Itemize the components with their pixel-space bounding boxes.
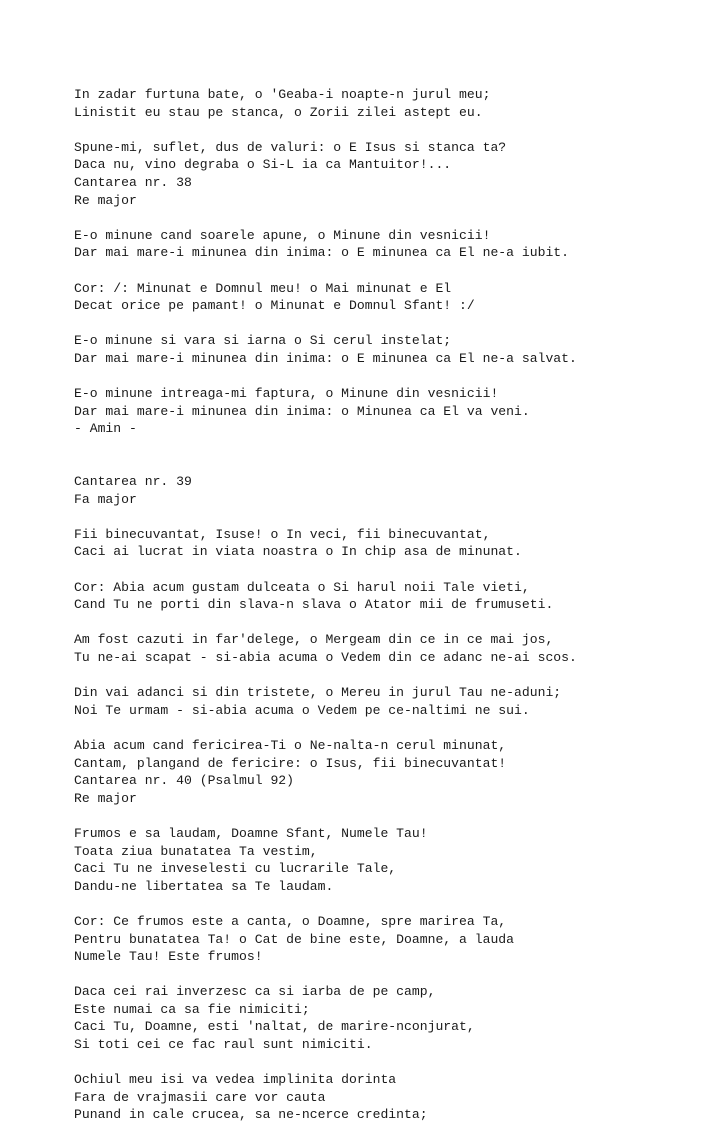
text-line (74, 719, 714, 737)
text-line: Daca cei rai inverzesc ca si iarba de pe camp, (74, 984, 436, 1000)
text-line (74, 209, 714, 227)
text-line: Re major (74, 192, 137, 208)
text-line: Cantarea nr. 40 (Psalmul 92) (74, 773, 295, 789)
text-line (74, 315, 714, 333)
text-line: Spune-mi, suflet, dus de valuri: o E Isus si stanca ta? (74, 139, 507, 155)
text-line: Dar mai mare-i minunea din inima: o E minunea ca El ne-a salvat. (74, 350, 577, 366)
text-line (74, 614, 714, 632)
text-line: Dar mai mare-i minunea din inima: o E minunea ca El ne-a iubit. (74, 245, 570, 261)
text-line: Cantarea nr. 38 (74, 174, 192, 190)
text-line: Cantarea nr. 39 (74, 474, 192, 490)
text-line: Cand Tu ne porti din slava-n slava o Atator mii de frumuseti. (74, 597, 554, 613)
text-line: Abia acum cand fericirea-Ti o Ne-nalta-n cerul minunat, (74, 737, 507, 753)
text-line: Este numai ca sa fie nimiciti; (74, 1001, 310, 1017)
text-line: Din vai adanci si din tristete, o Mereu in jurul Tau ne-aduni; (74, 685, 562, 701)
text-line: Dar mai mare-i minunea din inima: o Minunea ca El va veni. (74, 403, 530, 419)
text-line: Dandu-ne libertatea sa Te laudam. (74, 878, 334, 894)
text-line: Caci Tu ne inveselesti cu lucrarile Tale, (74, 861, 397, 877)
text-line (74, 368, 714, 386)
text-line (74, 508, 714, 526)
text-line: Cor: Ce frumos este a canta, o Doamne, spre marirea Ta, (74, 913, 507, 929)
text-line: Frumos e sa laudam, Doamne Sfant, Numele Tau! (74, 825, 428, 841)
text-line (74, 667, 714, 685)
document-page (74, 86, 714, 1124)
text-line (74, 455, 714, 473)
text-line: Pentru bunatatea Ta! o Cat de bine este, Doamne, a lauda (74, 931, 515, 947)
text-line (74, 262, 714, 280)
text-line: E-o minune si vara si iarna o Si cerul instelat; (74, 333, 452, 349)
text-line (74, 966, 714, 984)
text-line: In zadar furtuna bate, o 'Geaba-i noapte-n jurul meu; (74, 87, 491, 102)
text-line (74, 1054, 714, 1072)
text-line: Re major (74, 790, 137, 806)
text-line (74, 121, 714, 139)
text-line: Linistit eu stau pe stanca, o Zorii zilei astept eu. (74, 104, 483, 120)
text-line: Am fost cazuti in far'delege, o Mergeam din ce in ce mai jos, (74, 632, 554, 648)
text-line: Si toti cei ce fac raul sunt nimiciti. (74, 1037, 373, 1053)
text-line: - Amin - (74, 421, 137, 437)
text-line: Daca nu, vino degraba o Si-L ia ca Mantuitor!... (74, 157, 452, 173)
text-line: Decat orice pe pamant! o Minunat e Domnul Sfant! :/ (74, 298, 475, 314)
text-line: Toata ziua bunatatea Ta vestim, (74, 843, 318, 859)
text-line: Caci Tu, Doamne, esti 'naltat, de marire-nconjurat, (74, 1019, 475, 1035)
text-line: Fii binecuvantat, Isuse! o In veci, fii binecuvantat, (74, 526, 491, 542)
text-line: Noi Te urmam - si-abia acuma o Vedem pe ce-naltimi ne sui. (74, 702, 530, 718)
text-line (74, 438, 714, 456)
text-line (74, 561, 714, 579)
text-line: E-o minune intreaga-mi faptura, o Minune din vesnicii! (74, 386, 499, 402)
text-line: Numele Tau! Este frumos! (74, 949, 263, 965)
text-line: Punand in cale crucea, sa ne-ncerce credinta; (74, 1107, 428, 1123)
text-line: Fara de vrajmasii care vor cauta (74, 1089, 326, 1105)
text-line: E-o minune cand soarele apune, o Minune din vesnicii! (74, 227, 491, 243)
text-line: Cor: Abia acum gustam dulceata o Si harul noii Tale vieti, (74, 579, 530, 595)
text-line (74, 895, 714, 913)
text-line: Caci ai lucrat in viata noastra o In chip asa de minunat. (74, 544, 522, 560)
text-line: Tu ne-ai scapat - si-abia acuma o Vedem din ce adanc ne-ai scos. (74, 650, 577, 665)
text-line (74, 807, 714, 825)
text-line: Ochiul meu isi va vedea implinita dorinta (74, 1072, 397, 1088)
text-line: Fa major (74, 491, 137, 507)
text-line: Cor: /: Minunat e Domnul meu! o Mai minunat e El (74, 280, 452, 296)
text-line: Cantam, plangand de fericire: o Isus, fii binecuvantat! (74, 755, 507, 771)
